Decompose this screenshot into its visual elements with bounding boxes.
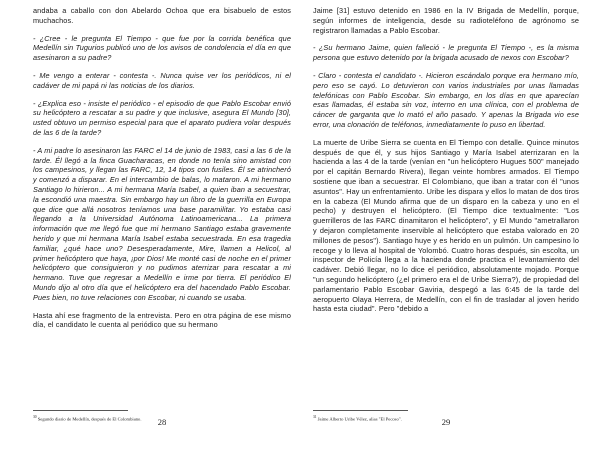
paragraph: - ¿Cree - le pregunta El Tiempo - que fue por la corrida benéfica que Medellín sin Tugurios publicó uno de los avisos de condolencia el día en que asesinaron a su padre? [33,33,291,63]
paragraph: - A mi padre lo asesinaron las FARC el 14 de junio de 1983, casi a las 6 de la tarde. Él llegó a la finca Guacharacas, en donde no tenía sino amistad con los campesinos, y llegan las FARC, 12, 14 tipos con fusiles. Él se atrincheró y comenzó a disparar. En el intercambio de balas, lo mataron. A mi hermano Santiago lo hirieron... A mi hermana María Isabel, a quien iban a secuestrar, la escondió una maestra. Sin embargo hay un libro de la guerrilla en Europa que dice que allá nosotros teníamos una base paramilitar. Yo estaba casi llegando a la Universidad Autónoma Latinoamericana... La primera información que me llegó fue que mi hermano Santiago estaba gravemente herido y que mi hermana María Isabel estaba secuestrada. En esa tragedia familiar, ¿qué hace uno? Desesperadamente, Mire, llamen a Helicol, al primer helicóptero que haya, ¡por Dios! Me monté casi de noche en el primer helicóptero que consiguieron y no pudimos aterrizar para rescatar a mi hermano. Tuve que regresar a Medellín e irme por tierra. El periódico El Mundo dijo al otro día que el helicóptero era del hacendado Pablo Escobar. Pues bien, no tuve relaciones con Escobar, ni cuando se usaba. [33,145,291,302]
right-page-number: 29 [441,417,451,427]
left-page-number: 28 [157,417,167,427]
right-footnote-rule [313,410,408,411]
paragraph: andaba a caballo con don Abelardo Ochoa que era bisabuelo de estos muchachos. [33,6,291,25]
paragraph: Jaime [31] estuvo detenido en 1986 en la IV Brigada de Medellín, porque, según informes de inteligencia, desde su radioteléfono de agrónomo se registraron llamadas a Pablo Escobar. [313,6,579,35]
right-footnote-text: Jaime Alberto Uribe Vélez, alias "El Pecoso". [317,416,402,422]
paragraph: Hasta ahí ese fragmento de la entrevista. Pero en otra página de ese mismo día, el candidato le cuenta al periódico que su hermano [33,310,291,330]
paragraph: - ¿Explica eso - insiste el periódico - el episodio de que Pablo Escobar envió su helicóptero a rescatar a su padre y que inclusive, asegura El Mundo [30], usted obtuvo un permiso especial para que el aparato pudiera volar después de las 6 de la tarde? [33,98,291,137]
paragraph: - ¿Su hermano Jaime, quien falleció - le pregunta El Tiempo -, es la misma persona que estuvo detenido por la brigada acusado de nexos con Escobar? [313,43,579,63]
left-footnote-mark: 30 [33,415,37,419]
left-footnote-text: Segundo diario de Medellín, después de El Colombiano. [37,416,142,422]
paragraph: - Me vengo a enterar - contesta -. Nunca quise ver los periódicos, ni el cadáver de mi papá ni las noticias de los diarios. [33,70,291,90]
right-page-body [313,6,579,314]
left-page-body [33,6,291,330]
left-page [33,0,291,450]
left-footnote-rule [33,410,128,411]
right-footnote-mark: 31 [313,415,317,419]
paragraph: La muerte de Uribe Sierra se cuenta en El Tiempo con detalle. Quince minutos después de que él, y sus hijos Santiago y María Isabel aterrizaran en la hacienda a las 4 de la tarde (venían en "un helicóptero Hugues 500" manejado por el capitán Bernardo Rivera), llegan veinte hombres armados. El Tiempo sostiene que iban a secuestrar. El Colombiano, que iban a tratar con él "unos asuntos". Hay un enfrentamiento. Uribe les dispara y ellos lo matan de dos tiros en la cabeza (El Mundo afirma que de un disparo en la cabeza y uno en el pecho) y destruyen el helicóptero. (El Tiempo dice textualmente: "Los guerrilleros de las FARC dinamitaron el helicóptero", y El Mundo "ametrallaron y dejaron completamente inservible al helicóptero que estaba valorado en 20 millones de pesos"). Santiago huye y es herido en un pulmón. Un campesino lo recoge y lo lleva al hospital de Yolombó. Cuatro horas después, sin escolta, un inspector de Policía llega a la hacienda donde practica el levantamiento del cadáver. Debió llegar, no lo dice el periódico, absolutamente mojado. Porque "un segundo helicóptero (¿el primero era el de Uribe Sierra?), de propiedad del parlamentario Pablo Escobar Gaviria, despegó a las 6:45 de la tarde del aeropuerto Olaya Herrera, de Medellín, con el fin de trasladar al joven herido hasta esta ciudad". Pero "debido a [313,137,579,314]
paragraph: - Claro - contesta el candidato -. Hicieron escándalo porque era hermano mío, pero eso se cayó. Lo detuvieron con varios industriales por unas llamadas telefónicas con Pablo Escobar. Sin embargo, en los días en que aparecían esas llamadas, él estaba sin voz, interno en una clínica, con el problema de cáncer de garganta que lo mató el año pasado. Y apenas la Brigada vio ese error, una clonación de teléfonos, inmediatamente lo puso en libertad. [313,70,579,129]
right-page [313,0,579,450]
